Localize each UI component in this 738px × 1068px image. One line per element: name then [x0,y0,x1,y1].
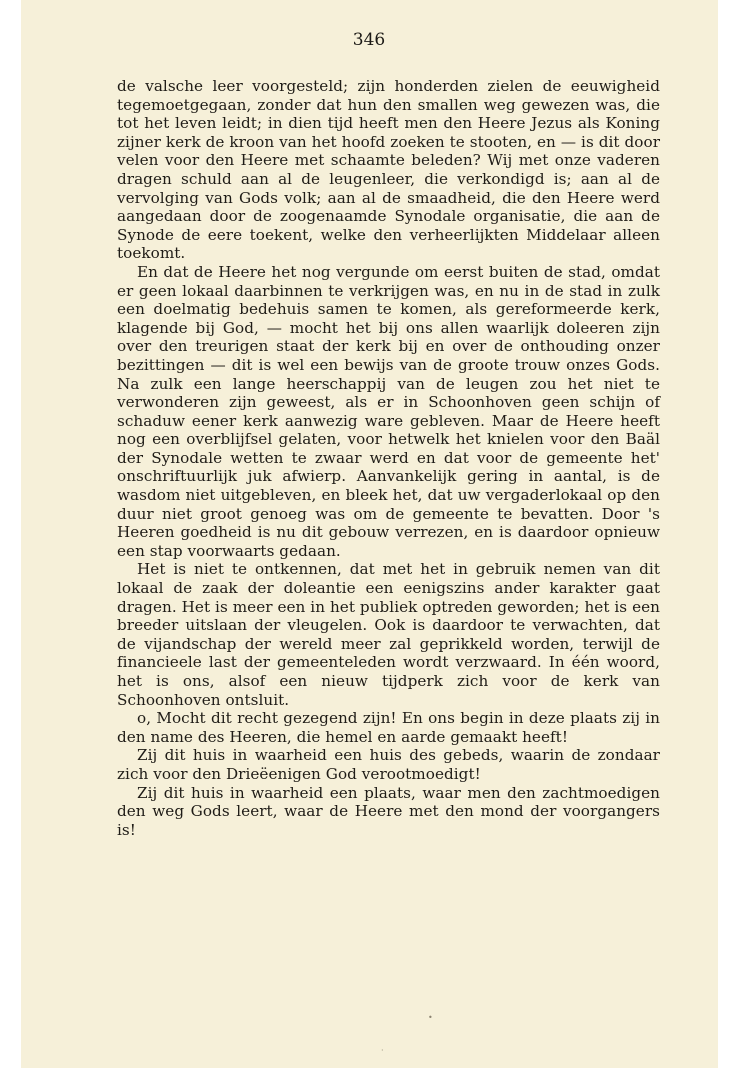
paragraph-6: Zij dit huis in waarheid een plaats, waar men den zachtmoedigen den weg Gods leert, waar de Heere met den mond der voorgangers is! [117,783,660,839]
paragraph-2: En dat de Heere het nog vergunde om eerst buiten de stad, omdat er geen lokaal daarbinnen te verkrijgen was, en nu in de stad in zulk een doelmatig bedehuis samen te komen, als gereformeerde kerk, klagende bij God, — mocht het bij ons allen waarlijk doleeren zijn over den treurigen staat der kerk bij en over de onthouding onzer bezittingen — dit is wel een bewijs van de groote trouw onzes Gods. Na zulk een lange heerschappij van de leugen zou het niet te verwonderen zijn geweest, als er in Schoonhoven geen schijn of schaduw eener kerk aanwezig ware gebleven. Maar de Heere heeft nog een overblijfsel gelaten, voor hetwelk het knielen voor den Baäl der Synodale wetten te zwaar werd en dat voor de gemeente het' onschriftuurlijk juk afwierp. Aanvankelijk gering in aantal, is de wasdom niet uitgebleven, en bleek het, dat uw vergaderlokaal op den duur niet groot genoeg was om de gemeente te bevatten. Door 's Heeren goedheid is nu dit gebouw verrezen, en is daardoor opnieuw een stap voorwaarts gedaan. [117,262,660,560]
paragraph-4: o, Mocht dit recht gezegend zijn! En ons begin in deze plaats zij in den name des Heeren, die hemel en aarde gemaakt heeft! [117,709,660,746]
paragraph-3: Het is niet te ontkennen, dat met het in gebruik nemen van dit lokaal de zaak der doleantie een eenigszins ander karakter gaat dragen. Het is meer een in het publiek optreden geworden; het is een breeder uitslaan der vleugelen. Ook is daardoor te verwachten, dat de vijandschap der wereld meer zal geprikkeld worden, terwijl de financieele last der gemeenteleden wordt verzwaard. In één woord, het is ons, alsof een nieuw tijdperk zich voor de kerk van Schoonhoven ontsluit. [117,560,660,709]
paragraph-5: Zij dit huis in waarheid een huis des gebeds, waarin de zondaar zich voor den Drieëenigen God verootmoedigt! [117,746,660,783]
body-text [117,77,660,839]
paper-speck: · [381,1046,384,1055]
paper-speck: • [428,1013,433,1022]
page-number: 346 [352,30,386,50]
paragraph-1: de valsche leer voorgesteld; zijn honderden zielen de eeuwigheid tegemoetgegaan, zonder dat hun den smallen weg gewezen was, die tot het leven leidt; in dien tijd heeft men den Heere Jezus als Koning zijner kerk de kroon van het hoofd zoeken te stooten, en — is dit door velen voor den Heere met schaamte beleden? Wij met onze vaderen dragen schuld aan al de leugenleer, die verkondigd is; aan al de vervolging van Gods volk; aan al de smaadheid, die den Heere werd aangedaan door de zoogenaamde Synodale organisatie, die aan de Synode de eere toekent, welke den verheerlijkten Middelaar alleen toekomt. [117,77,660,263]
